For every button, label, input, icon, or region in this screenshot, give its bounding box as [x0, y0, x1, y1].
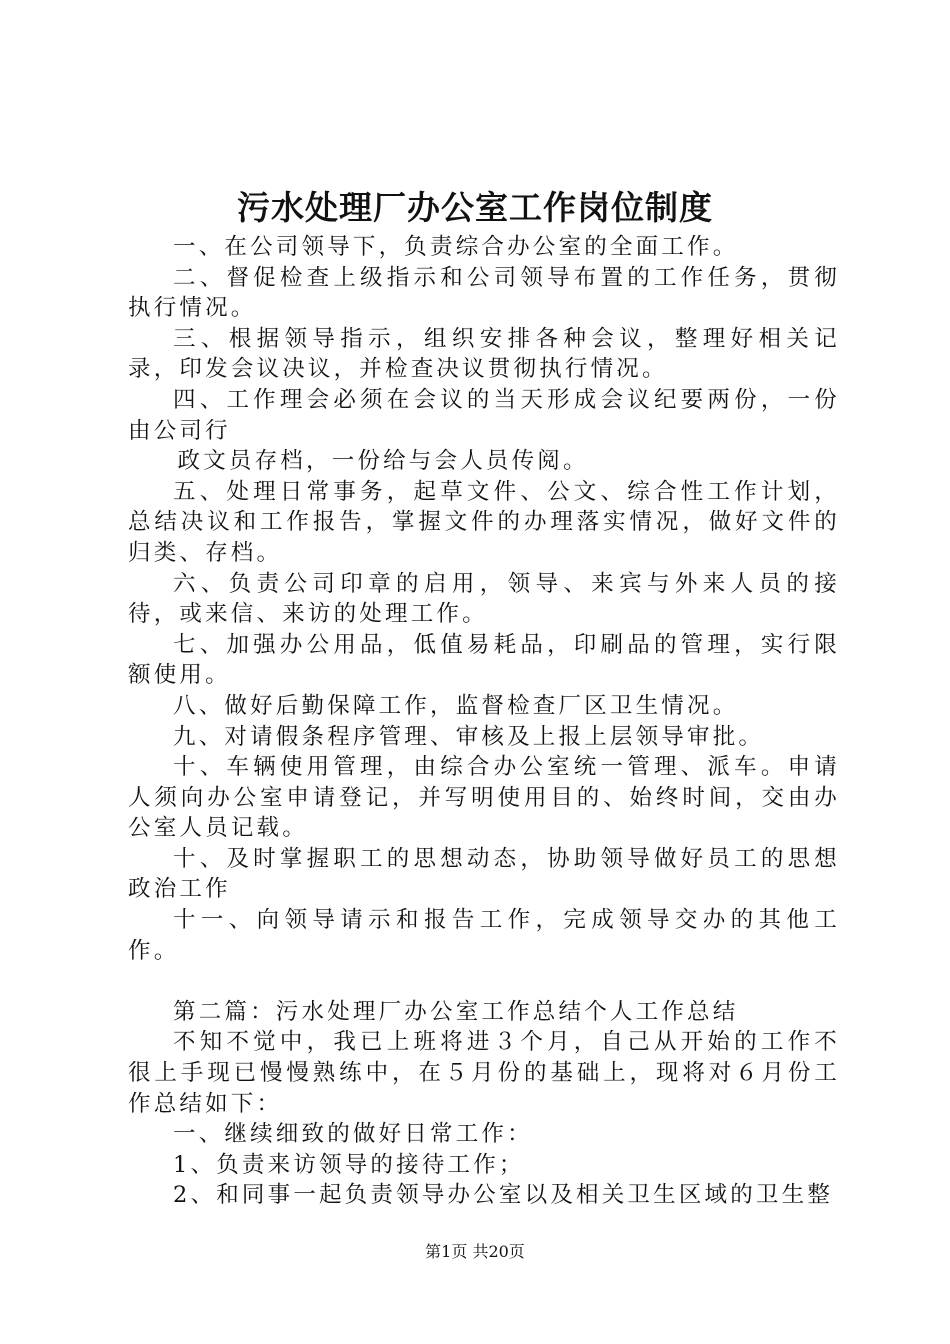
paragraph-5: 五、处理日常事务，起草文件、公文、综合性工作计划，总结决议和工作报告，掌握文件的办理落实情况，做好文件的归类、存档。	[128, 478, 840, 566]
paragraph-4-continued: 政文员存档，一份给与会人员传阅。	[177, 448, 589, 475]
paragraph-12: 十一、向领导请示和报告工作，完成领导交办的其他工作。	[128, 907, 840, 964]
paragraph-4: 四、工作理会必须在会议的当天形成会议纪要两份，一份由公司行	[128, 386, 840, 444]
paragraph-16: 2、和同事一起负责领导办公室以及相关卫生区域的卫生整	[173, 1182, 834, 1209]
paragraph-1: 一、在公司领导下，负责综合办公室的全面工作。	[173, 234, 739, 260]
paragraph-11: 十、及时掌握职工的思想动态，协助领导做好员工的思想政治工作	[128, 845, 840, 903]
page-number: 第1页 共20页	[425, 1242, 525, 1261]
paragraph-14: 一、继续细致的做好日常工作：	[173, 1121, 533, 1148]
section-heading-2: 第二篇：污水处理厂办公室工作总结个人工作总结	[173, 998, 739, 1025]
paragraph-6: 六、负责公司印章的启用，领导、来宾与外来人员的接待，或来信、来访的处理工作。	[128, 570, 840, 628]
paragraph-2: 二、督促检查上级指示和公司领导布置的工作任务，贯彻执行情况。	[128, 264, 840, 322]
paragraph-15: 1、负责来访领导的接待工作；	[173, 1151, 525, 1178]
paragraph-10: 十、车辆使用管理，由综合办公室统一管理、派车。申请人须向办公室申请登记，并写明使用目的、始终时间，交由办公室人员记载。	[128, 754, 840, 842]
paragraph-9: 九、对请假条程序管理、审核及上报上层领导审批。	[173, 723, 765, 750]
document-title: 污水处理厂办公室工作岗位制度	[237, 188, 713, 227]
paragraph-13: 不知不觉中，我已上班将进３个月，自己从开始的工作不很上手现已慢慢熟练中，在５月份的基础上，现将对６月份工作总结如下：	[128, 1029, 840, 1117]
document-body	[128, 232, 840, 1211]
paragraph-8: 八、做好后勤保障工作，监督检查厂区卫生情况。	[173, 692, 739, 719]
paragraph-3: 三、根据领导指示，组织安排各种会议，整理好相关记录，印发会议决议，并检查决议贯彻执行情况。	[128, 325, 840, 383]
paragraph-7: 七、加强办公用品，低值易耗品，印刷品的管理，实行限额使用。	[128, 631, 840, 689]
